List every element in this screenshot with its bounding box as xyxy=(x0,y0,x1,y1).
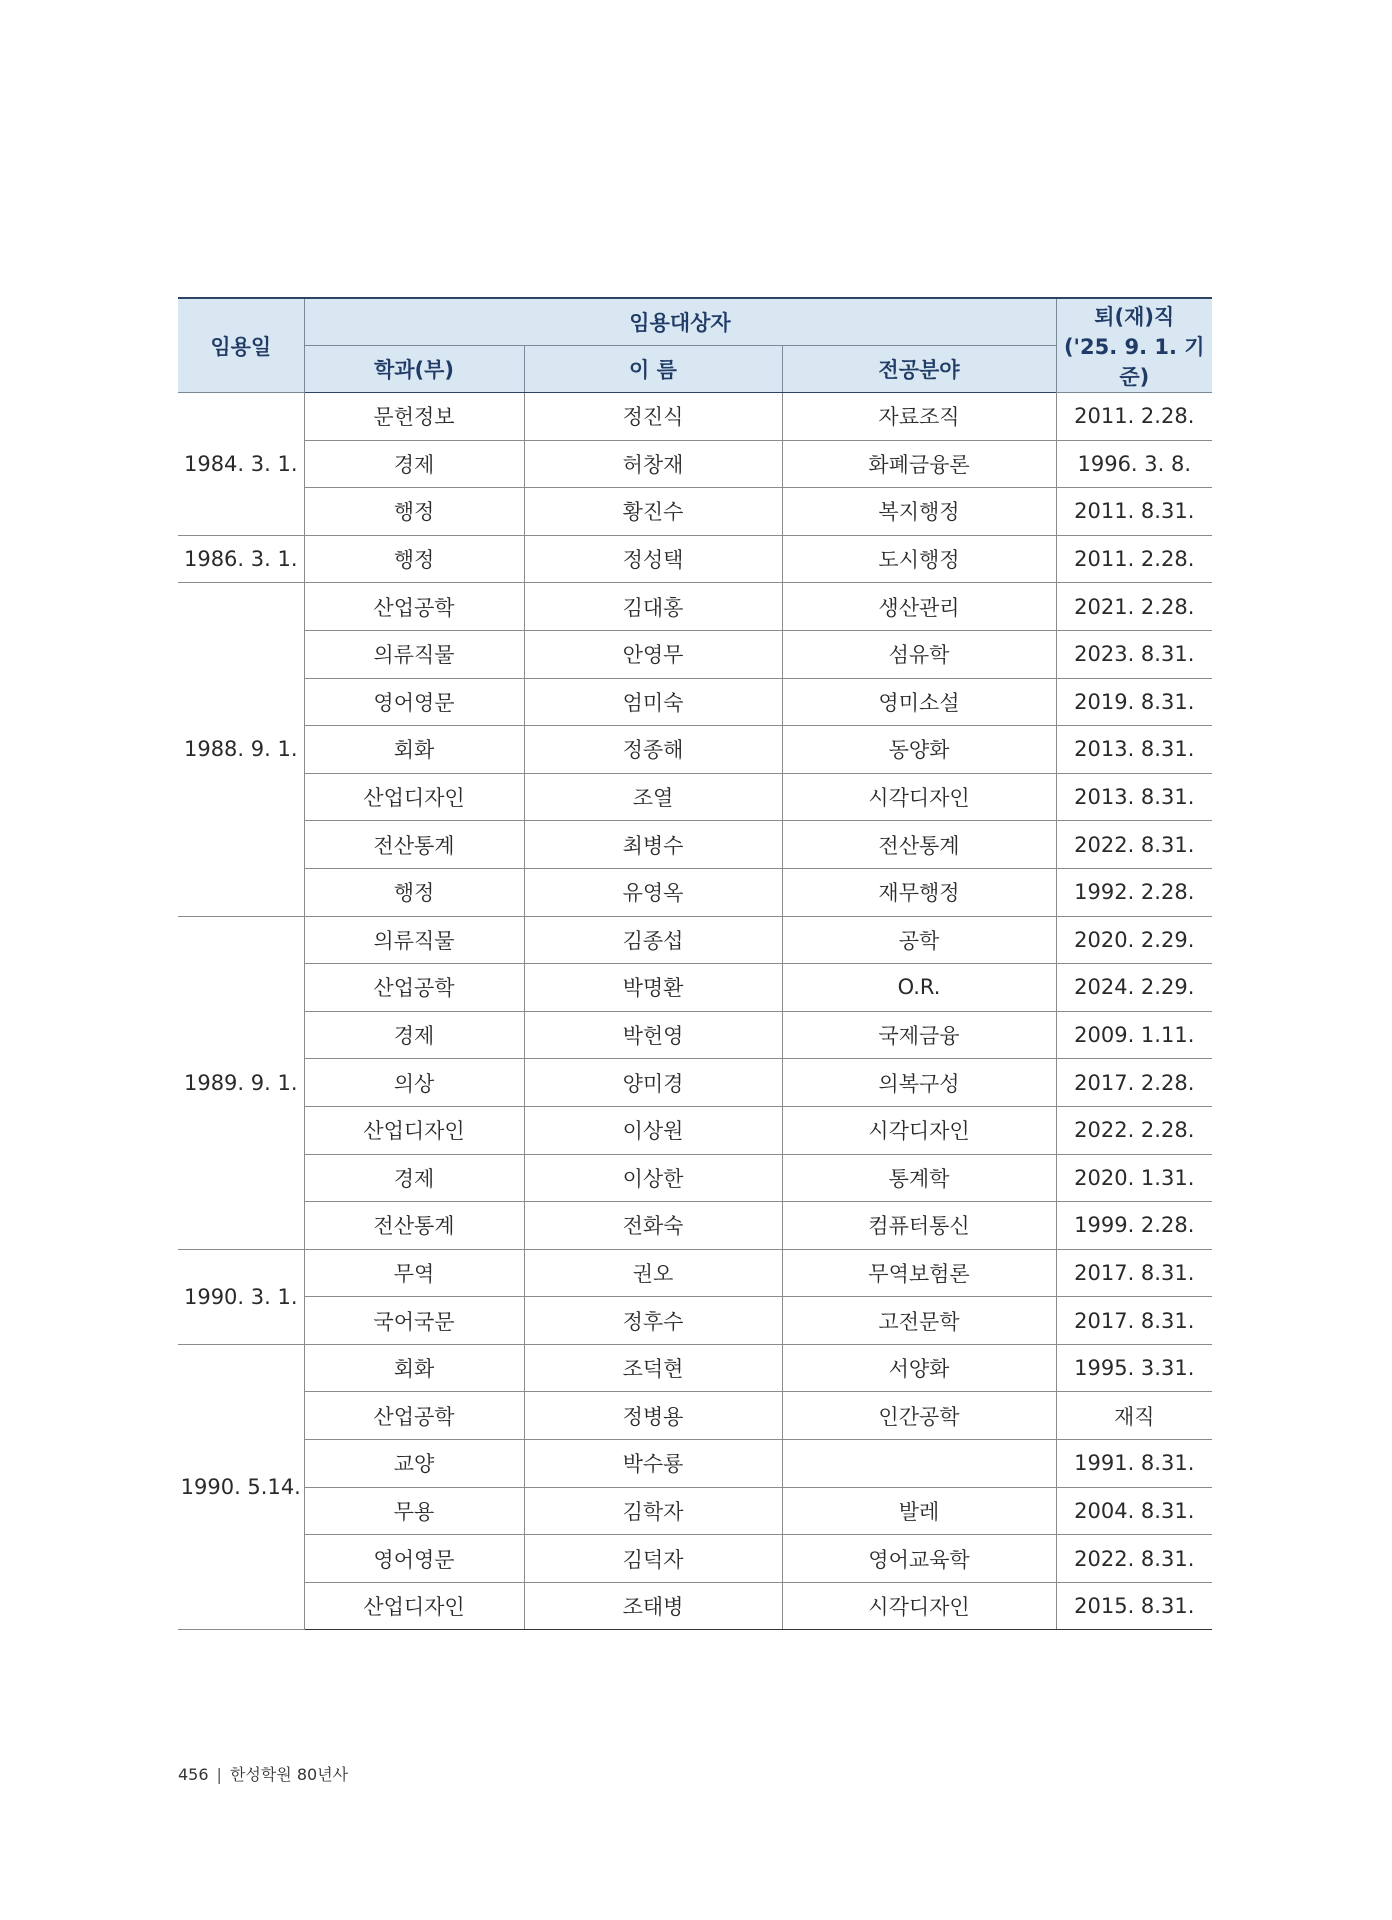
field-cell: 동양화 xyxy=(782,726,1056,774)
department-cell: 무용 xyxy=(304,1487,524,1535)
appointment-date-cell: 1990. 5.14. xyxy=(178,1344,304,1630)
appointment-table xyxy=(178,297,1212,1630)
field-cell: 무역보험론 xyxy=(782,1249,1056,1297)
name-cell: 정후수 xyxy=(524,1297,782,1345)
department-cell: 국어국문 xyxy=(304,1297,524,1345)
field-cell: 영미소설 xyxy=(782,678,1056,726)
retire-cell: 2022. 2.28. xyxy=(1056,1106,1212,1154)
name-cell: 박헌영 xyxy=(524,1011,782,1059)
department-cell: 의류직물 xyxy=(304,916,524,964)
retire-cell: 2013. 8.31. xyxy=(1056,773,1212,821)
department-cell: 산업디자인 xyxy=(304,1582,524,1630)
department-cell: 산업공학 xyxy=(304,964,524,1012)
name-cell: 김종섭 xyxy=(524,916,782,964)
retire-cell: 2015. 8.31. xyxy=(1056,1582,1212,1630)
name-cell: 박명환 xyxy=(524,964,782,1012)
department-cell: 무역 xyxy=(304,1249,524,1297)
retire-cell: 2020. 1.31. xyxy=(1056,1154,1212,1202)
header-retire-line1: 퇴(재)직 xyxy=(1094,304,1175,329)
field-cell: 도시행정 xyxy=(782,535,1056,583)
department-cell: 문헌정보 xyxy=(304,393,524,441)
header-date: 임용일 xyxy=(178,298,304,393)
department-cell: 행정 xyxy=(304,488,524,536)
table-header xyxy=(178,298,1212,393)
name-cell: 최병수 xyxy=(524,821,782,869)
table-row xyxy=(178,488,1212,536)
header-field: 전공분야 xyxy=(782,346,1056,393)
table-row xyxy=(178,1297,1212,1345)
retire-cell: 1991. 8.31. xyxy=(1056,1440,1212,1488)
retire-cell: 2019. 8.31. xyxy=(1056,678,1212,726)
field-cell: 발레 xyxy=(782,1487,1056,1535)
name-cell: 조태병 xyxy=(524,1582,782,1630)
table-row xyxy=(178,535,1212,583)
appointment-date-cell: 1984. 3. 1. xyxy=(178,393,304,536)
name-cell: 조열 xyxy=(524,773,782,821)
department-cell: 전산통계 xyxy=(304,1202,524,1250)
table-row xyxy=(178,773,1212,821)
name-cell: 황진수 xyxy=(524,488,782,536)
department-cell: 산업공학 xyxy=(304,1392,524,1440)
name-cell: 박수룡 xyxy=(524,1440,782,1488)
department-cell: 행정 xyxy=(304,868,524,916)
department-cell: 회화 xyxy=(304,726,524,774)
page-number: 456 xyxy=(178,1765,209,1784)
field-cell: 통계학 xyxy=(782,1154,1056,1202)
table-row xyxy=(178,583,1212,631)
table-row xyxy=(178,1011,1212,1059)
department-cell: 경제 xyxy=(304,1011,524,1059)
field-cell: 시각디자인 xyxy=(782,1106,1056,1154)
department-cell: 산업디자인 xyxy=(304,1106,524,1154)
field-cell: 섬유학 xyxy=(782,630,1056,678)
table-row xyxy=(178,1582,1212,1630)
field-cell: 전산통계 xyxy=(782,821,1056,869)
field-cell: 자료조직 xyxy=(782,393,1056,441)
table-row xyxy=(178,393,1212,441)
department-cell: 행정 xyxy=(304,535,524,583)
retire-cell: 2017. 2.28. xyxy=(1056,1059,1212,1107)
field-cell: 복지행정 xyxy=(782,488,1056,536)
department-cell: 의류직물 xyxy=(304,630,524,678)
retire-cell: 2013. 8.31. xyxy=(1056,726,1212,774)
name-cell: 권오 xyxy=(524,1249,782,1297)
table-row xyxy=(178,821,1212,869)
header-retire xyxy=(1056,298,1212,393)
appointment-date-cell: 1989. 9. 1. xyxy=(178,916,304,1249)
appointment-date-cell: 1988. 9. 1. xyxy=(178,583,304,916)
field-cell: 고전문학 xyxy=(782,1297,1056,1345)
table-row xyxy=(178,868,1212,916)
retire-cell: 2021. 2.28. xyxy=(1056,583,1212,631)
table-row xyxy=(178,1535,1212,1583)
name-cell: 정진식 xyxy=(524,393,782,441)
retire-cell: 2017. 8.31. xyxy=(1056,1249,1212,1297)
department-cell: 산업공학 xyxy=(304,583,524,631)
department-cell: 경제 xyxy=(304,1154,524,1202)
name-cell: 정성택 xyxy=(524,535,782,583)
field-cell: 컴퓨터통신 xyxy=(782,1202,1056,1250)
field-cell: 공학 xyxy=(782,916,1056,964)
retire-cell: 2023. 8.31. xyxy=(1056,630,1212,678)
name-cell: 이상한 xyxy=(524,1154,782,1202)
field-cell: 국제금융 xyxy=(782,1011,1056,1059)
field-cell: 영어교육학 xyxy=(782,1535,1056,1583)
field-cell xyxy=(782,1440,1056,1488)
table-row xyxy=(178,1392,1212,1440)
department-cell: 영어영문 xyxy=(304,1535,524,1583)
field-cell: 화폐금융론 xyxy=(782,440,1056,488)
name-cell: 전화숙 xyxy=(524,1202,782,1250)
header-retire-line2: ('25. 9. 1. 기준) xyxy=(1063,334,1205,389)
table-row xyxy=(178,1154,1212,1202)
retire-cell: 2011. 8.31. xyxy=(1056,488,1212,536)
table-row xyxy=(178,1440,1212,1488)
table-row xyxy=(178,916,1212,964)
retire-cell: 1996. 3. 8. xyxy=(1056,440,1212,488)
field-cell: O.R. xyxy=(782,964,1056,1012)
name-cell: 조덕현 xyxy=(524,1344,782,1392)
field-cell: 의복구성 xyxy=(782,1059,1056,1107)
table-row xyxy=(178,1106,1212,1154)
department-cell: 의상 xyxy=(304,1059,524,1107)
department-cell: 교양 xyxy=(304,1440,524,1488)
field-cell: 시각디자인 xyxy=(782,773,1056,821)
retire-cell: 2011. 2.28. xyxy=(1056,393,1212,441)
header-group: 임용대상자 xyxy=(304,298,1056,346)
retire-cell: 1995. 3.31. xyxy=(1056,1344,1212,1392)
table-body xyxy=(178,393,1212,1630)
retire-cell: 재직 xyxy=(1056,1392,1212,1440)
table-row xyxy=(178,1059,1212,1107)
appointment-date-cell: 1986. 3. 1. xyxy=(178,535,304,583)
name-cell: 김학자 xyxy=(524,1487,782,1535)
name-cell: 정병용 xyxy=(524,1392,782,1440)
header-name: 이 름 xyxy=(524,346,782,393)
retire-cell: 2017. 8.31. xyxy=(1056,1297,1212,1345)
name-cell: 양미경 xyxy=(524,1059,782,1107)
retire-cell: 2004. 8.31. xyxy=(1056,1487,1212,1535)
field-cell: 생산관리 xyxy=(782,583,1056,631)
field-cell: 서양화 xyxy=(782,1344,1056,1392)
retire-cell: 2022. 8.31. xyxy=(1056,821,1212,869)
name-cell: 김대홍 xyxy=(524,583,782,631)
table-row xyxy=(178,678,1212,726)
retire-cell: 2022. 8.31. xyxy=(1056,1535,1212,1583)
table-row xyxy=(178,964,1212,1012)
name-cell: 유영옥 xyxy=(524,868,782,916)
table-row xyxy=(178,1344,1212,1392)
table-row xyxy=(178,1487,1212,1535)
name-cell: 엄미숙 xyxy=(524,678,782,726)
retire-cell: 2020. 2.29. xyxy=(1056,916,1212,964)
field-cell: 인간공학 xyxy=(782,1392,1056,1440)
department-cell: 영어영문 xyxy=(304,678,524,726)
table-row xyxy=(178,726,1212,774)
name-cell: 허창재 xyxy=(524,440,782,488)
department-cell: 전산통계 xyxy=(304,821,524,869)
table-row xyxy=(178,440,1212,488)
field-cell: 시각디자인 xyxy=(782,1582,1056,1630)
table-row xyxy=(178,1202,1212,1250)
name-cell: 이상원 xyxy=(524,1106,782,1154)
name-cell: 정종해 xyxy=(524,726,782,774)
department-cell: 산업디자인 xyxy=(304,773,524,821)
header-dept: 학과(부) xyxy=(304,346,524,393)
appointment-date-cell: 1990. 3. 1. xyxy=(178,1249,304,1344)
retire-cell: 1999. 2.28. xyxy=(1056,1202,1212,1250)
department-cell: 경제 xyxy=(304,440,524,488)
retire-cell: 2024. 2.29. xyxy=(1056,964,1212,1012)
book-title: 한성학원 80년사 xyxy=(229,1765,349,1784)
page-footer xyxy=(178,1762,348,1785)
footer-separator: | xyxy=(216,1765,222,1784)
department-cell: 회화 xyxy=(304,1344,524,1392)
name-cell: 김덕자 xyxy=(524,1535,782,1583)
retire-cell: 2011. 2.28. xyxy=(1056,535,1212,583)
retire-cell: 1992. 2.28. xyxy=(1056,868,1212,916)
table-row xyxy=(178,1249,1212,1297)
name-cell: 안영무 xyxy=(524,630,782,678)
table-row xyxy=(178,630,1212,678)
field-cell: 재무행정 xyxy=(782,868,1056,916)
retire-cell: 2009. 1.11. xyxy=(1056,1011,1212,1059)
